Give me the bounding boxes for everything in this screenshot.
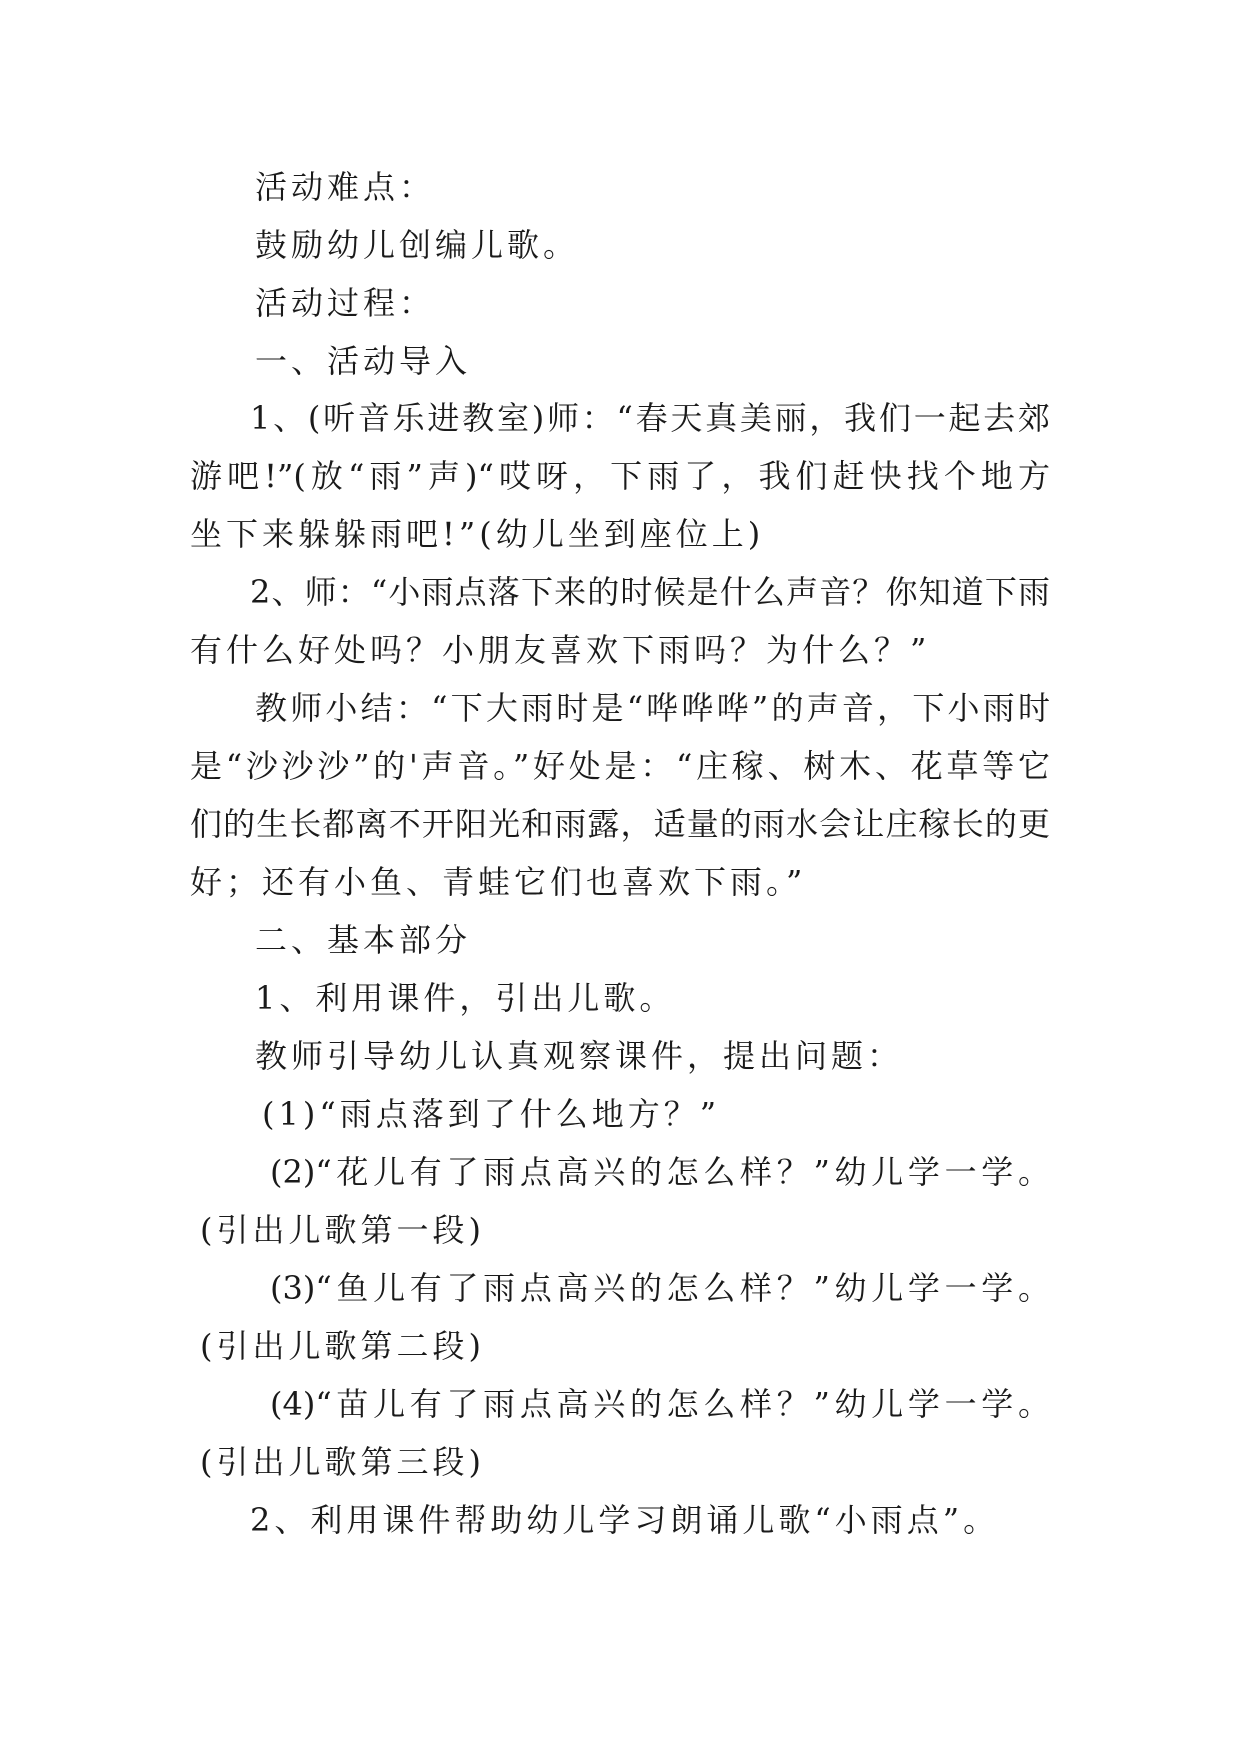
paragraph-line: 2、师：“小雨点落下来的时候是什么声音？你知道下雨 — [250, 573, 1050, 611]
paragraph-line: 1、利用课件，引出儿歌。 — [255, 979, 676, 1017]
question-item: (4)“苗儿有了雨点高兴的怎么样？”幼儿学一学。 — [270, 1385, 1050, 1423]
paragraph-line: 是“沙沙沙”的'声音。”好处是：“庄稼、树木、花草等它 — [190, 747, 1050, 785]
heading-activity-difficulty: 活动难点： — [255, 168, 436, 206]
paragraph-line: (引出儿歌第三段) — [200, 1443, 485, 1481]
section-heading-intro: 一、活动导入 — [255, 342, 472, 380]
paragraph-line: 们的生长都离不开阳光和雨露，适量的雨水会让庄稼长的更 — [190, 805, 1050, 843]
paragraph-line: 有什么好处吗？小朋友喜欢下雨吗？为什么？” — [190, 631, 931, 669]
paragraph-line: 1、(听音乐进教室)师：“春天真美丽，我们一起去郊 — [250, 399, 1050, 437]
paragraph-line: 教师引导幼儿认真观察课件，提出问题： — [255, 1037, 904, 1075]
paragraph-line: (引出儿歌第一段) — [200, 1211, 485, 1249]
question-item: (1)“雨点落到了什么地方？” — [262, 1095, 721, 1133]
paragraph-line: (引出儿歌第二段) — [200, 1327, 485, 1365]
question-item: (2)“花儿有了雨点高兴的怎么样？”幼儿学一学。 — [270, 1153, 1050, 1191]
paragraph-line: 游吧!”(放“雨”声)“哎呀，下雨了，我们赶快找个地方 — [190, 457, 1050, 495]
paragraph-line: 2、利用课件帮助幼儿学习朗诵儿歌“小雨点”。 — [250, 1501, 1000, 1539]
section-heading-main: 二、基本部分 — [255, 921, 472, 959]
paragraph-line: 坐下来躲躲雨吧!”(幼儿坐到座位上) — [190, 515, 765, 553]
paragraph-line: 教师小结：“下大雨时是“哗哗哗”的声音，下小雨时 — [255, 689, 1050, 727]
heading-activity-process: 活动过程： — [255, 284, 436, 322]
question-item: (3)“鱼儿有了雨点高兴的怎么样？”幼儿学一学。 — [270, 1269, 1050, 1307]
paragraph-line: 鼓励幼儿创编儿歌。 — [255, 226, 580, 264]
paragraph-line: 好；还有小鱼、青蛙它们也喜欢下雨。” — [190, 863, 807, 901]
